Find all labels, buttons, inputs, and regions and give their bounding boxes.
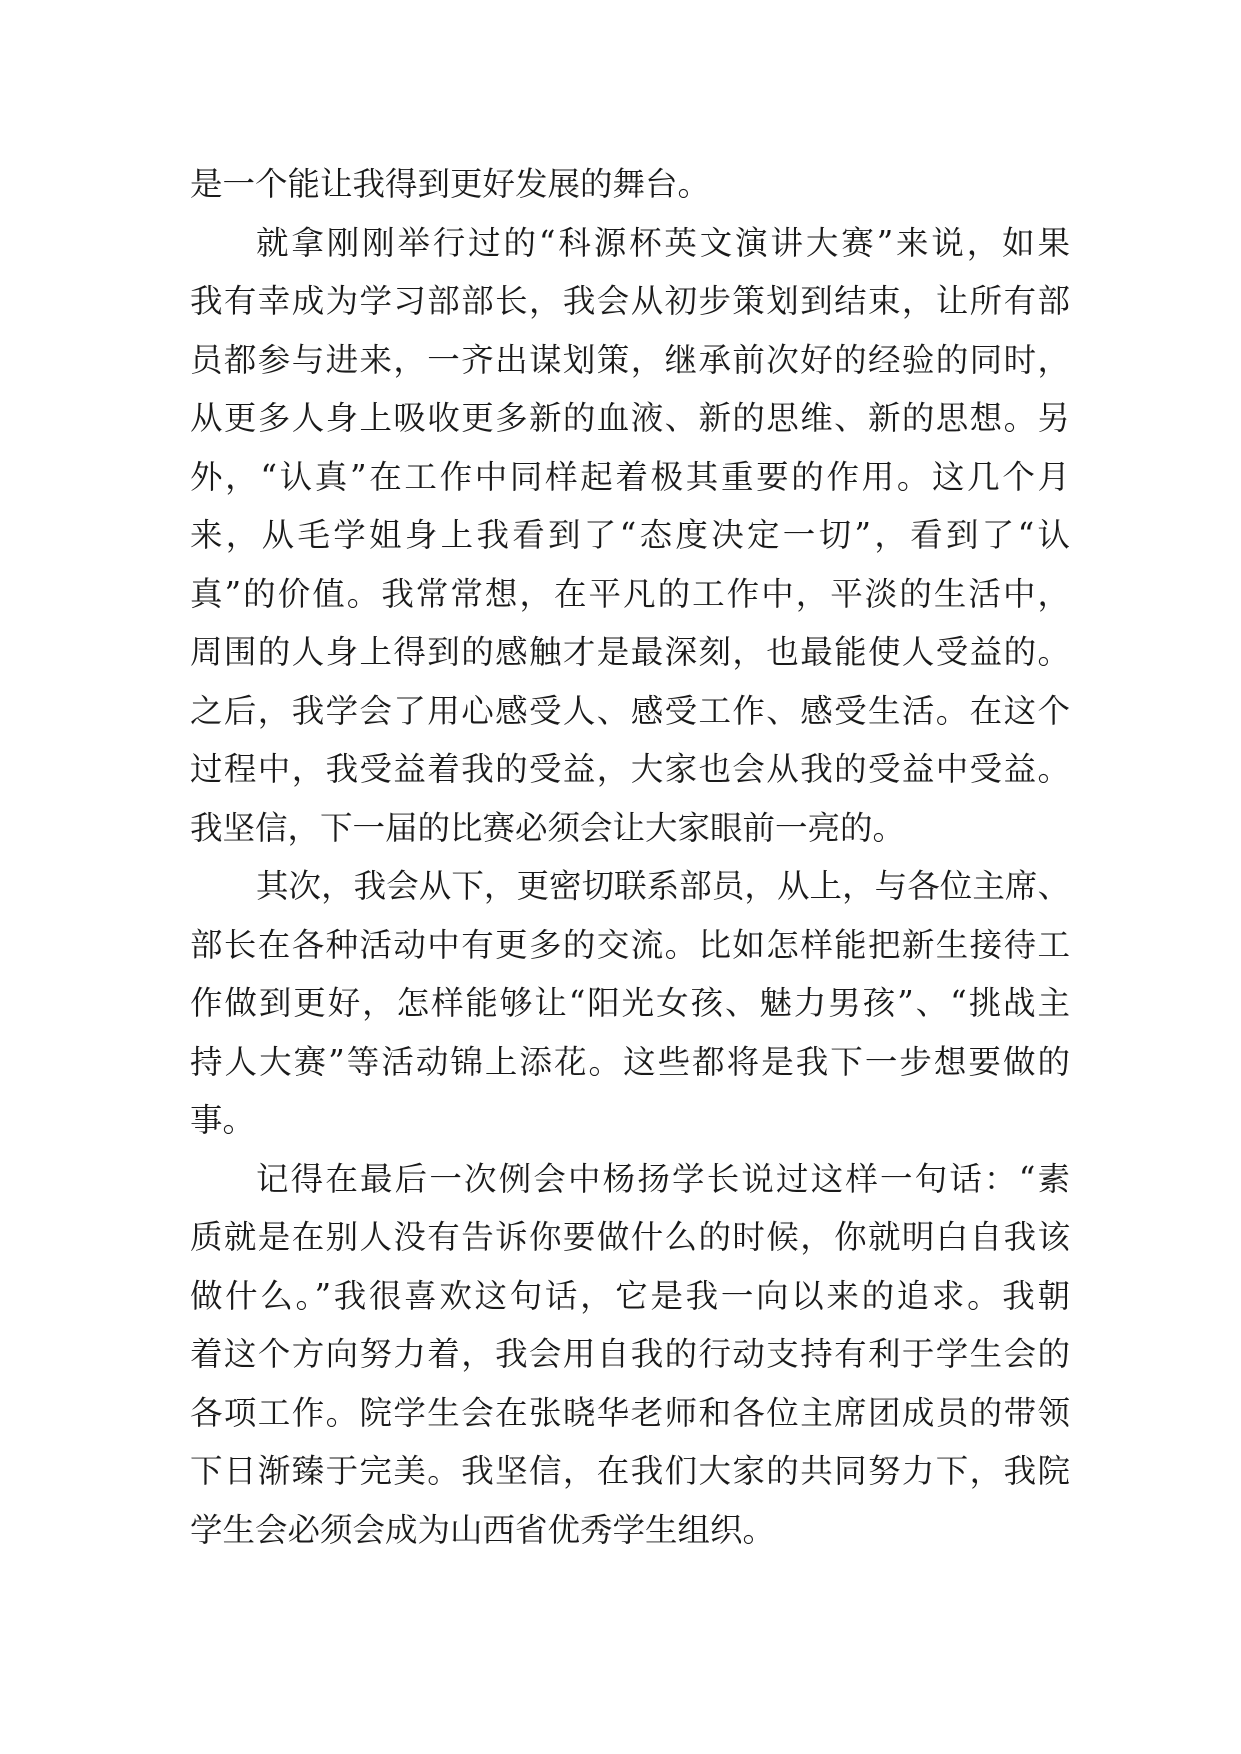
text-line: 来，从毛学姐身上我看到了“态度决定一切”，看到了“认 — [190, 516, 1070, 554]
paragraph — [190, 1150, 1070, 1560]
text-line: 学生会必须会成为山西省优秀学生组织。 — [190, 1510, 776, 1549]
text-line: 过程中，我受益着我的受益，大家也会从我的受益中受益。 — [190, 750, 1070, 788]
paragraph — [190, 214, 1070, 858]
text-line: 是一个能让我得到更好发展的舞台。 — [190, 165, 711, 203]
text-line: 周围的人身上得到的感触才是最深刻，也最能使人受益的。 — [190, 633, 1070, 671]
text-line: 之后，我学会了用心感受人、感受工作、感受生活。在这个 — [190, 691, 1070, 730]
text-line: 做什么。”我很喜欢这句话，它是我一向以来的追求。我朝 — [190, 1276, 1070, 1315]
text-line: 着这个方向努力着，我会用自我的行动支持有利于学生会的 — [190, 1335, 1070, 1373]
text-line: 下日渐臻于完美。我坚信，在我们大家的共同努力下，我院 — [190, 1452, 1070, 1490]
text-line: 外，“认真”在工作中同样起着极其重要的作用。这几个月 — [190, 457, 1070, 496]
document-body — [190, 155, 1070, 1559]
text-line: 就拿刚刚举行过的“科源杯英文演讲大赛”来说，如果 — [256, 223, 1070, 262]
text-line: 我坚信，下一届的比赛必须会让大家眼前一亮的。 — [190, 808, 906, 847]
text-line: 事。 — [190, 1101, 256, 1139]
text-line: 质就是在别人没有告诉你要做什么的时候，你就明白自我该 — [190, 1218, 1070, 1256]
text-line: 持人大赛”等活动锦上添花。这些都将是我下一步想要做的 — [190, 1042, 1070, 1081]
text-line: 其次，我会从下，更密切联系部员，从上，与各位主席、 — [256, 867, 1070, 905]
text-line: 我有幸成为学习部部长，我会从初步策划到结束，让所有部 — [190, 282, 1070, 320]
text-line: 真”的价值。我常常想，在平凡的工作中，平淡的生活中， — [190, 574, 1070, 613]
text-line: 作做到更好，怎样能够让“阳光女孩、魅力男孩”、“挑战主 — [190, 984, 1070, 1022]
text-line: 从更多人身上吸收更多新的血液、新的思维、新的思想。另 — [190, 399, 1070, 437]
text-line: 记得在最后一次例会中杨扬学长说过这样一句话：“素 — [256, 1159, 1070, 1198]
text-line: 员都参与进来，一齐出谋划策，继承前次好的经验的同时， — [190, 340, 1070, 379]
paragraph — [190, 857, 1070, 1150]
paragraph — [190, 155, 1070, 214]
text-line: 部长在各种活动中有更多的交流。比如怎样能把新生接待工 — [190, 925, 1070, 964]
text-line: 各项工作。院学生会在张晓华老师和各位主席团成员的带领 — [190, 1393, 1070, 1432]
